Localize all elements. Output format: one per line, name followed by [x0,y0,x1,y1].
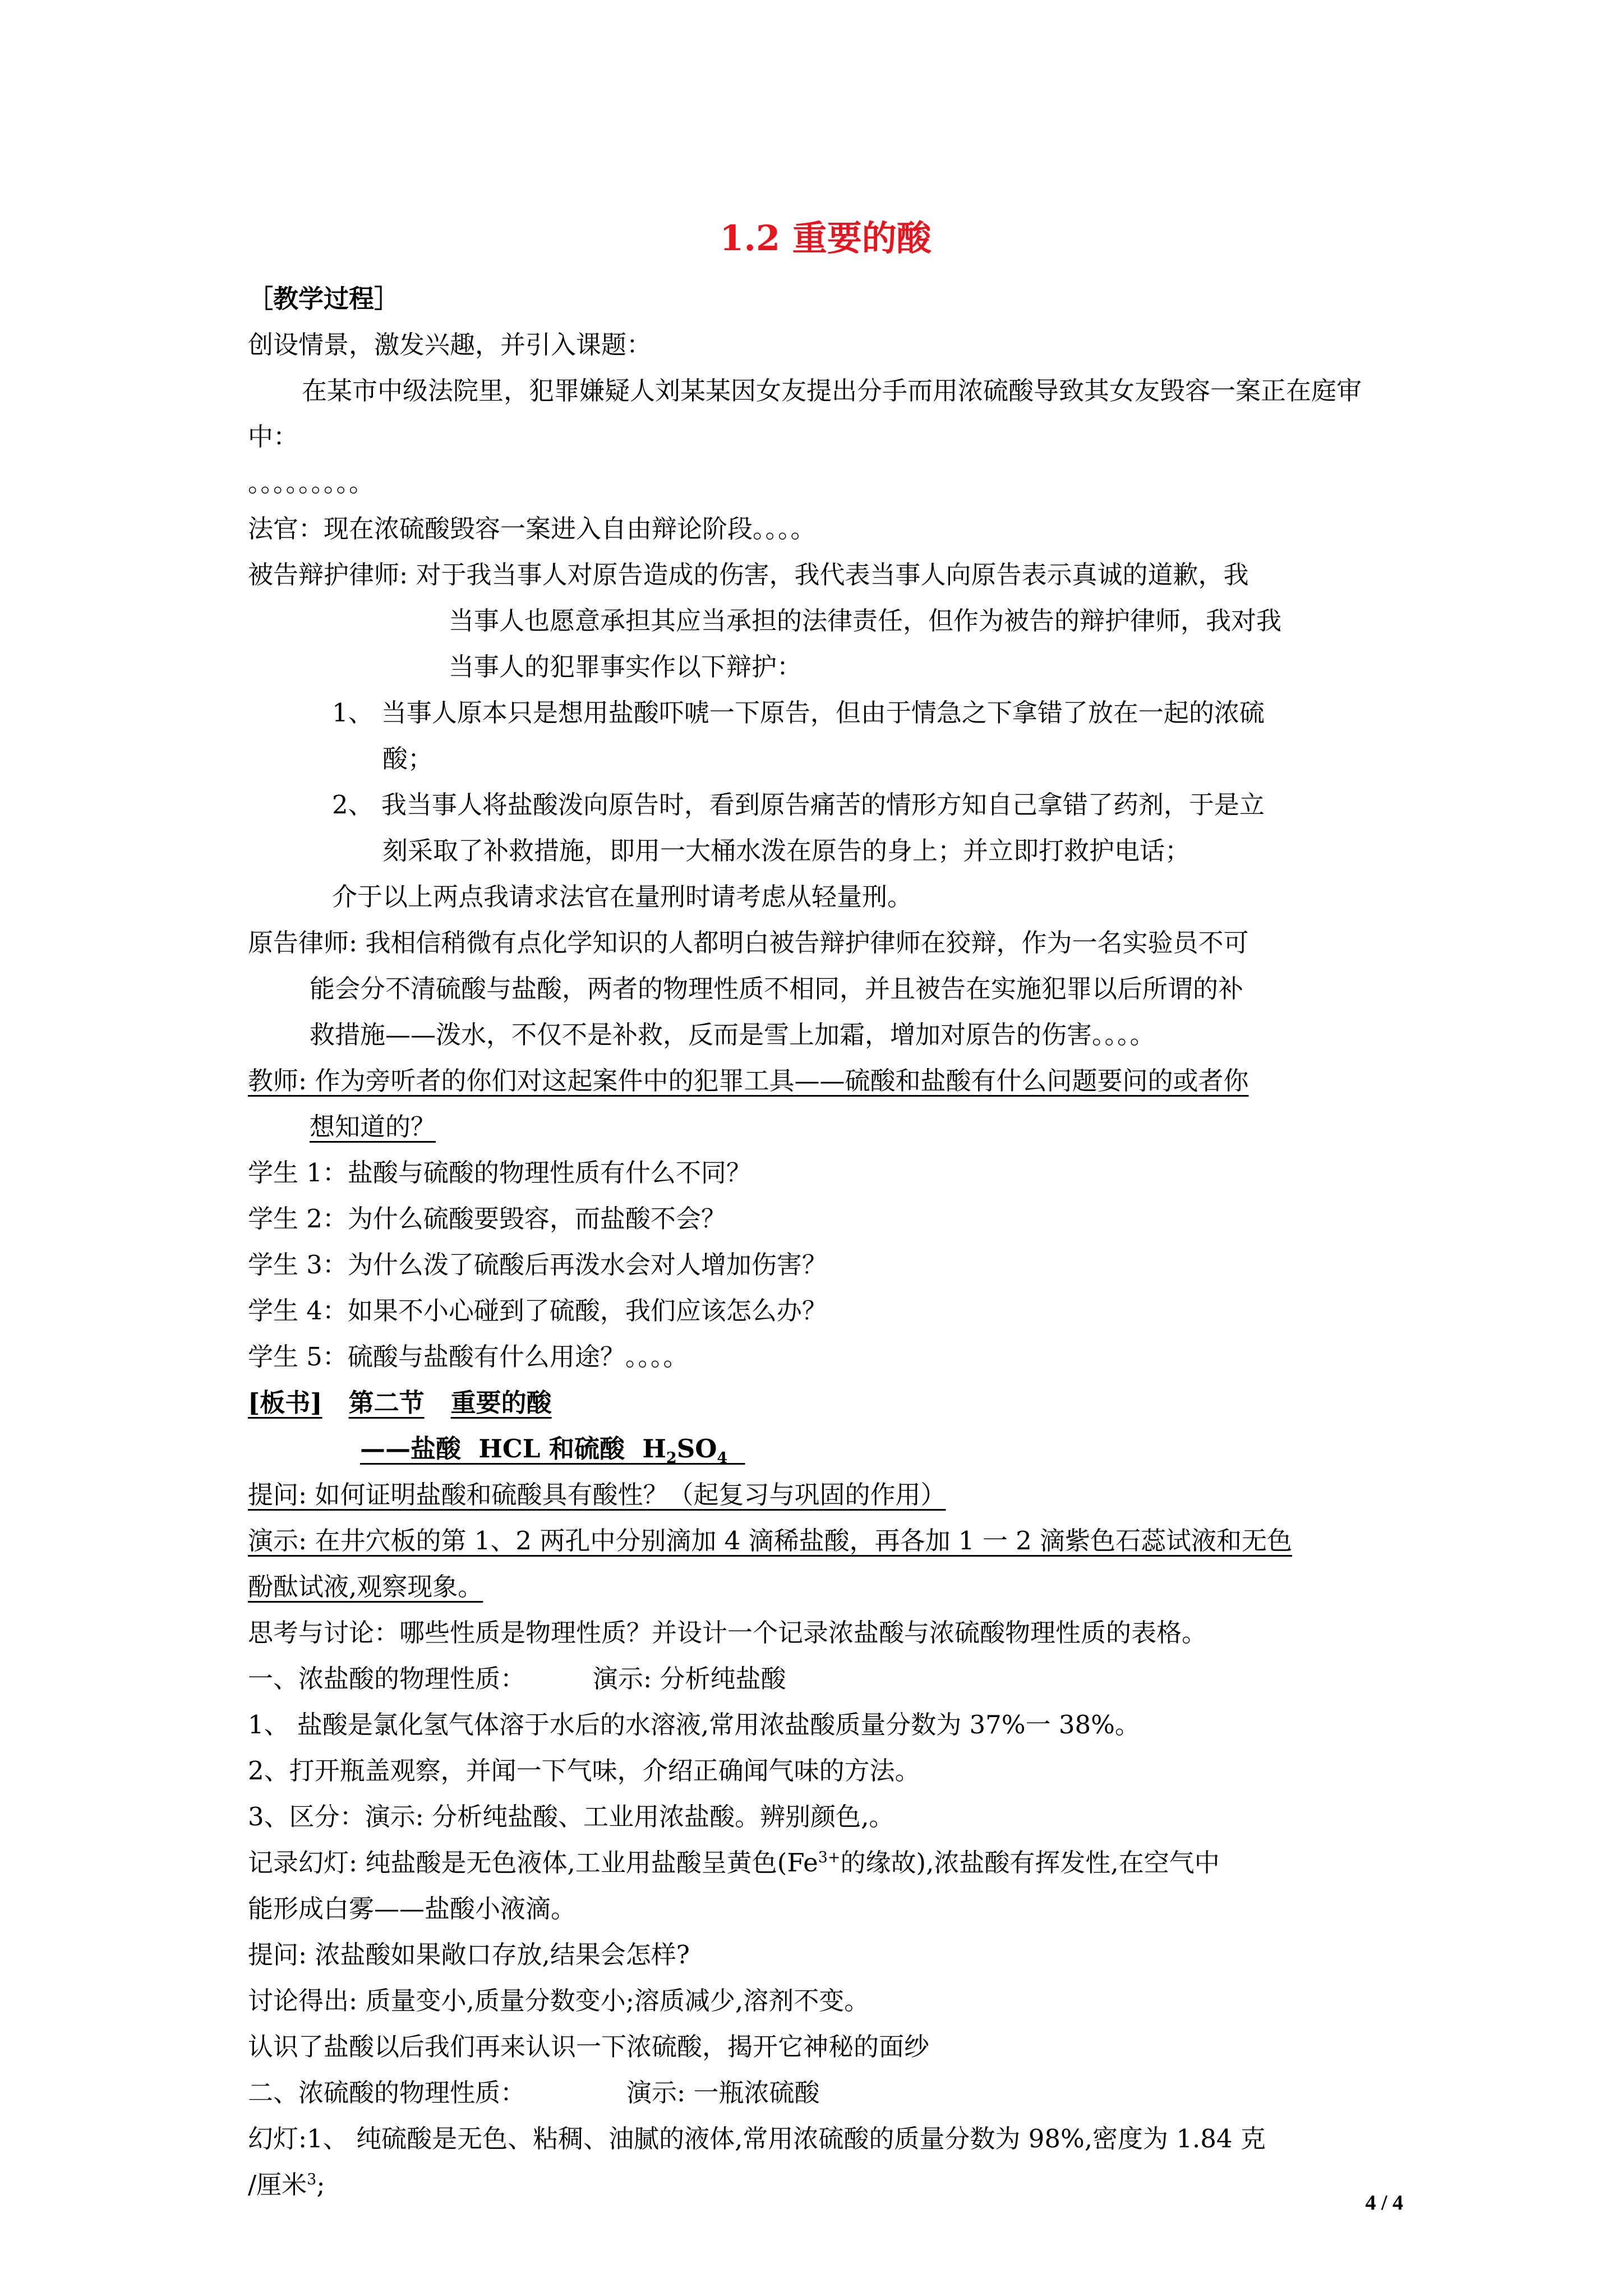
density-unit: /厘米 [248,2170,307,2200]
hcl-point-2: 2、打开瓶盖观察，并闻一下气味，介绍正确闻气味的方法。 [248,1756,920,1786]
defense-item-1-cont: 酸； [382,744,434,774]
plaintiff-cont: 能会分不清硫酸与盐酸，两者的物理性质不相同，并且被告在实施犯罪以后所谓的补 [310,974,1244,1004]
defense-lead: 被告辩护律师: 对于我当事人对原告造成的伤害，我代表当事人向原告表示真诚的道歉，我 [248,560,1249,590]
hcl-slide-a2: 的缘故),浓盐酸有挥发性,在空气中 [840,1848,1220,1878]
board-section: 第二节 [348,1388,425,1418]
board-heading [248,1380,1403,1426]
hcl-question: 提问: 浓盐酸如果敞口存放,结果会怎样? [248,1940,690,1970]
h2so4-heading-text: 二、浓硫酸的物理性质： [248,2078,526,2108]
board-sub [360,1434,745,1467]
student-question: 学生 4：如果不小心碰到了硫酸，我们应该怎么办？ [248,1296,827,1326]
teacher-cont-text: 想知道的？ [310,1112,436,1142]
defense-conclusion: 介于以上两点我请求法官在量刑时请考虑从轻量刑。 [332,882,913,912]
question-acidity [248,1472,1403,1518]
hcl-point-3: 3、区分：演示: 分析纯盐酸、工业用浓盐酸。辨别颜色,。 [248,1802,895,1832]
plaintiff-lead: 原告律师: 我相信稍微有点化学知识的人都明白被告辩护律师在狡辩，作为一名实验员不可 [248,928,1249,958]
hcl-heading [248,1656,1403,1702]
board-and: 和硫酸 [549,1434,625,1464]
hcl-slide [248,1840,1403,1886]
student-question: 学生 3：为什么泼了硫酸后再泼水会对人增加伤害？ [248,1250,827,1280]
board-formula-sub4: 4 [717,1450,728,1467]
defense-item-2: 2、 我当事人将盐酸泼向原告时，看到原告痛苦的情形方知自己拿错了药剂，于是立 [332,790,1265,820]
student-question: 学生 2：为什么硫酸要毁容，而盐酸不会？ [248,1204,726,1234]
demo-wellplate: 演示: 在井穴板的第 1、2 两孔中分别滴加 4 滴稀盐酸，再各加 1 一 2 滴紫色石蕊试液和无色 [248,1526,1293,1556]
board-formula-h: H [642,1434,666,1464]
hcl-heading-text: 一、浓盐酸的物理性质： [248,1664,526,1694]
plaintiff-cont: 救措施——泼水，不仅不是补救，反而是雪上加霜，增加对原告的伤害。。。。 [310,1020,1155,1050]
teacher-cont [248,1104,1403,1150]
board-formula-sub2: 2 [666,1450,677,1467]
defense-item-1: 1、 当事人原本只是想用盐酸吓唬一下原告，但由于情急之下拿错了放在一起的浓硫 [332,698,1265,728]
page-number: 4 / 4 [1365,2191,1403,2215]
teacher-question [248,1058,1403,1150]
ellipsis-line: 。。。。。。。。。 [248,468,375,498]
defense-cont: 当事人的犯罪事实作以下辩护： [449,652,803,682]
board-topic: 重要的酸 [450,1388,552,1418]
density-unit-sup: 3 [307,2171,317,2188]
defense-statement [248,552,1403,920]
board-label: [板书] [248,1388,322,1418]
board-sub-prefix: ——盐酸 [360,1434,462,1464]
transition-line: 认识了盐酸以后我们再来认识一下浓硫酸，揭开它神秘的面纱 [248,2032,930,2062]
hcl-properties [248,1656,1403,2070]
intro-line: 创设情景，激发兴趣，并引入课题： [248,330,652,360]
hcl-result: 讨论得出: 质量变小,质量分数变小;溶质减少,溶剂不变。 [248,1986,870,2016]
h2so4-heading [248,2070,1403,2116]
fe-charge-sup: 3+ [818,1849,841,1866]
teacher-lead: 教师: 作为旁听者的你们对这起案件中的犯罪工具——硫酸和盐酸有什么问题要问的或者你 [248,1066,1249,1096]
h2so4-slide: 幻灯:1、 纯硫酸是无色、粘稠、油腻的液体,常用浓硫酸的质量分数为 98%,密度为 1.84 克 [248,2124,1266,2154]
plaintiff-statement [248,920,1403,1058]
page-title: 1.2 重要的酸 [720,218,932,259]
section-heading-process: ［教学过程］ [248,284,400,314]
hcl-demo: 演示: 分析纯盐酸 [593,1664,786,1694]
board-subheading [248,1426,1403,1472]
board-hcl: HCL [478,1434,541,1464]
board-formula-so: SO [676,1434,717,1464]
h2so4-slide-cont [248,2162,1403,2208]
h2so4-properties [248,2070,1403,2208]
discussion-line: 思考与讨论：哪些性质是物理性质？并设计一个记录浓盐酸与浓硫酸物理性质的表格。 [248,1618,1207,1648]
judge-line: 法官：现在浓硫酸毁容一案进入自由辩论阶段。。。。 [248,514,816,544]
demo-wellplate-cont-text: 酚酞试液,观察现象。 [248,1572,483,1602]
document-page [248,213,1403,2208]
hcl-point-1: 1、 盐酸是氯化氢气体溶于水后的水溶液,常用浓盐酸质量分数为 37%一 38%。 [248,1710,1140,1740]
hcl-slide-a1: 记录幻灯: 纯盐酸是无色液体,工业用盐酸呈黄色(Fe [248,1848,818,1878]
defense-cont: 当事人也愿意承担其应当承担的法律责任，但作为被告的辩护律师，我对我 [449,606,1282,636]
student-question: 学生 5：硫酸与盐酸有什么用途？。。。。 [248,1342,689,1372]
hcl-slide-cont: 能形成白雾——盐酸小液滴。 [248,1894,577,1924]
student-questions [248,1150,1403,1380]
defense-item-2-cont: 刻采取了补救措施，即用一大桶水泼在原告的身上；并立即打救护电话； [382,836,1191,866]
h2so4-demo: 演示: 一瓶浓硫酸 [626,2078,820,2108]
question-acidity-text: 提问: 如何证明盐酸和硫酸具有酸性？（起复习与巩固的作用） [248,1480,946,1510]
density-unit-end: ; [316,2170,325,2200]
case-paragraph: 在某市中级法院里，犯罪嫌疑人刘某某因女友提出分手而用浓硫酸导致其女友毁容一案正在庭审中： [248,376,1362,452]
demo-wellplate-cont [248,1564,1403,1610]
student-question: 学生 1：盐酸与硫酸的物理性质有什么不同？ [248,1158,751,1188]
